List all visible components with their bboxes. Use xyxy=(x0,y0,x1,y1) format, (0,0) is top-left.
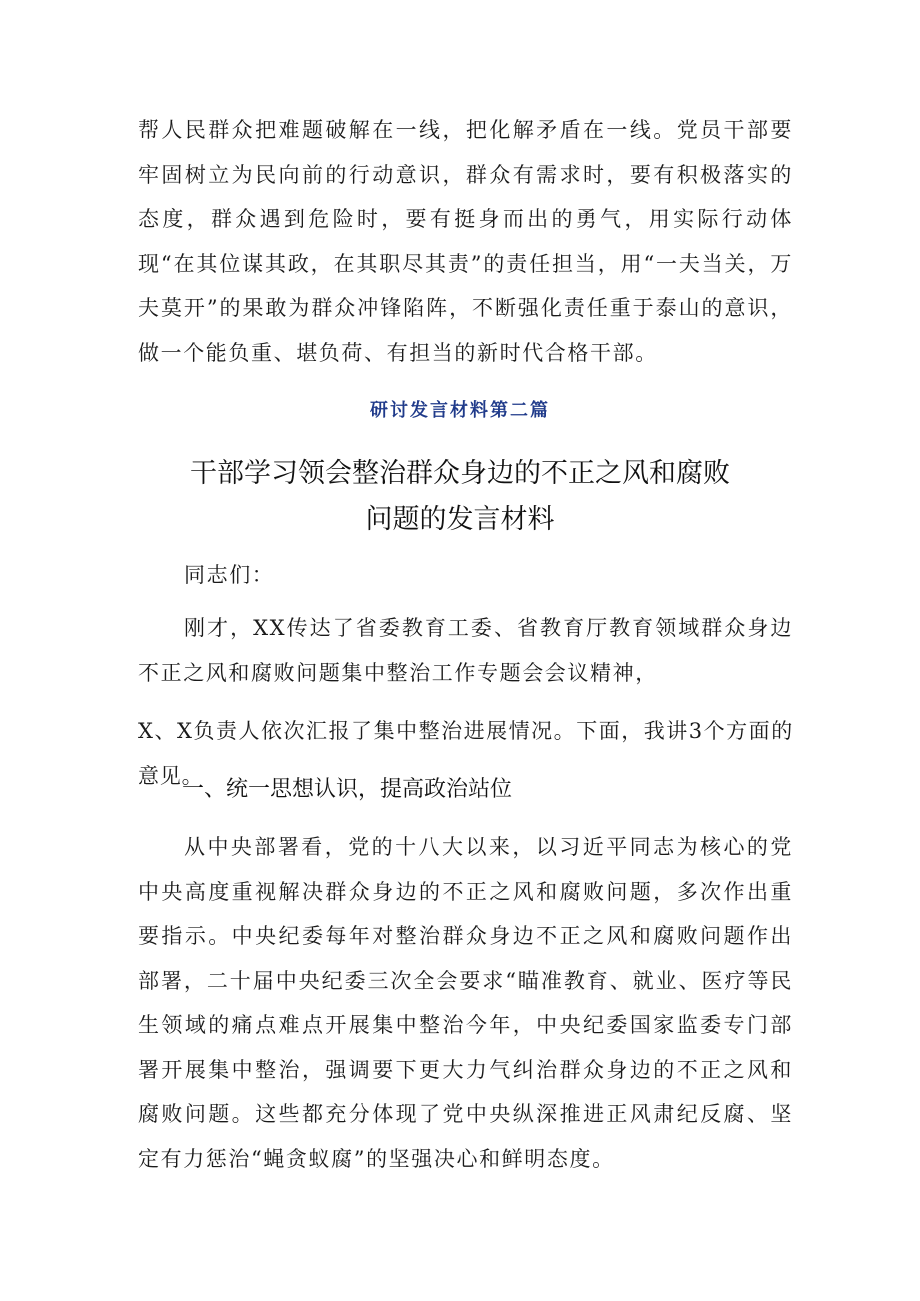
section-kicker: 研讨发言材料第二篇 xyxy=(370,400,550,421)
intro-paragraph-1: 刚才，XX传达了省委教育工委、省教育厅教育领域群众身边不正之风和腐败问题集中整治工作专题会会议精神， xyxy=(138,616,793,685)
section-heading-1: 一、统一思想认识，提高政治站位 xyxy=(182,777,513,802)
salutation: 同志们： xyxy=(184,563,275,587)
intro-paragraph-2: X、X负责人依次汇报了集中整治进展情况。下面，我讲3个方面的意见。 xyxy=(138,719,793,788)
document-title-line-1: 干部学习领会整治群众身边的不正之风和腐败 xyxy=(190,458,730,489)
continuation-paragraph: 帮人民群众把难题破解在一线，把化解矛盾在一线。党员干部要牢固树立为民向前的行动意识，群众有需求时，要有积极落实的态度，群众遇到危险时，要有挺身而出的勇气，用实际行动体现“在其位谋其政，在其职尽其责”的责任担当，用“一夫当关，万夫莫开”的果敢为群众冲锋陷阵，不断强化责任重于泰山的意识，做一个能负重、堪负荷、有担当的新时代合格干部。 xyxy=(138,118,793,365)
body-paragraph-1: 从中央部署看，党的十八大以来，以习近平同志为核心的党中央高度重视解决群众身边的不正之风和腐败问题，多次作出重要指示。中央纪委每年对整治群众身边不正之风和腐败问题作出部署，二十届中央纪委三次全会要求“瞄准教育、就业、医疗等民生领域的痛点难点开展集中整治今年，中央纪委国家监委专门部署开展集中整治，强调要下更大力气纠治群众身边的不正之风和腐败问题。这些都充分体现了党中央纵深推进正风肃纪反腐、坚定有力惩治“蝇贪蚁腐”的坚强决心和鲜明态度。 xyxy=(138,835,793,1171)
document-title-line-2: 问题的发言材料 xyxy=(365,504,555,535)
